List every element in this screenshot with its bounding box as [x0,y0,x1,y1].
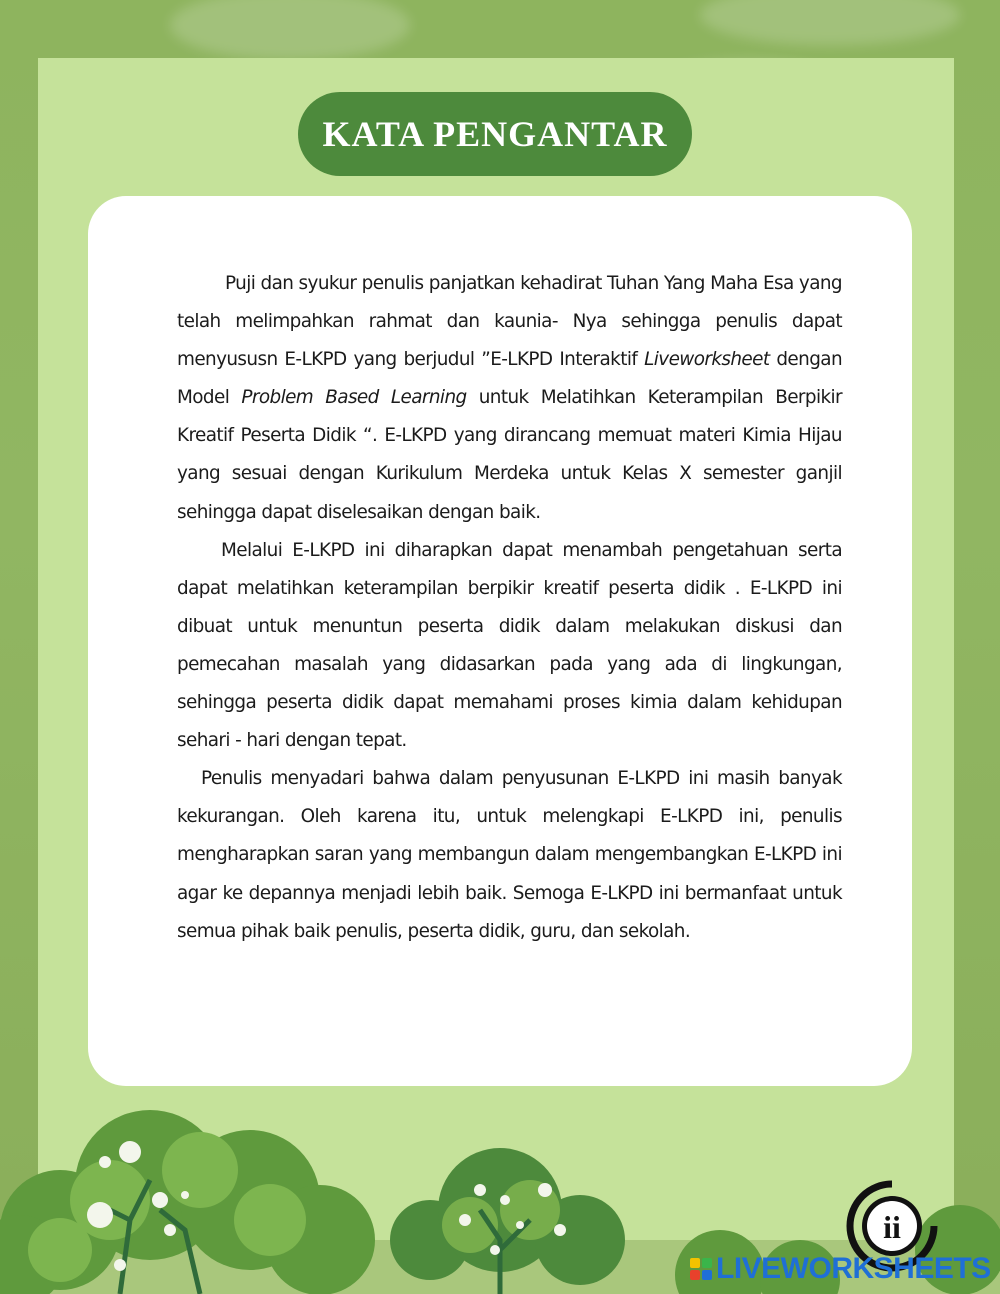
title-banner [298,92,692,176]
paragraph-1-text: Puji dan syukur penulis panjatkan kehadirat Tuhan Yang Maha Esa yang telah melimpahkan rahmat dan kaunia- Nya sehingga penulis dapat menyususn E-LKPD yang berjudul ”E-LKPD Interaktif [177,273,842,371]
paragraph-3: Penulis menyadari bahwa dalam penyusunan E-LKPD ini masih banyak kekurangan. Oleh karena itu, untuk melengkapi E-LKPD ini, penulis mengharapkan saran yang membangun dalam mengembangkan E-LKPD ini agar ke depannya menjadi lebih baik. Semoga E-LKPD ini bermanfaat untuk semua pihak baik penulis, peserta didik, guru, dan sekolah. [177,768,842,942]
logo-text: LIVEWORKSHEETS [716,1252,991,1285]
body-text [177,265,842,951]
paragraph-1-italic-term: Liveworksheet [644,349,770,371]
page-number: ii [883,1209,901,1245]
paragraph-1 [177,265,842,532]
paragraph-1-text: untuk Melatihkan Keterampilan Berpikir Kreatif Peserta Didik “. E-LKPD yang dirancang memuat materi Kimia Hijau yang sesuai dengan Kurikulum Merdeka untuk Kelas X semester ganjil sehingga dapat diselesaikan dengan baik. [177,387,842,523]
paragraph-1-italic-term: Problem Based Learning [241,387,467,409]
page-title: KATA PENGANTAR [322,114,668,154]
paragraph-2: Melalui E-LKPD ini diharapkan dapat menambah pengetahuan serta dapat melatihkan keterampilan berpikir kreatif peserta didik . E-LKPD ini dibuat untuk menuntun peserta didik dalam melakukan diskusi dan pemecahan masalah yang didasarkan pada yang ada di lingkungan, sehingga peserta didik dapat memahami proses kimia dalam kehidupan sehari - hari dengan tepat. [177,539,842,752]
liveworksheets-logo[interactable] [690,1250,991,1288]
liveworksheets-logo-icon [690,1258,712,1280]
paragraph-1-text: dengan Model [177,349,843,409]
